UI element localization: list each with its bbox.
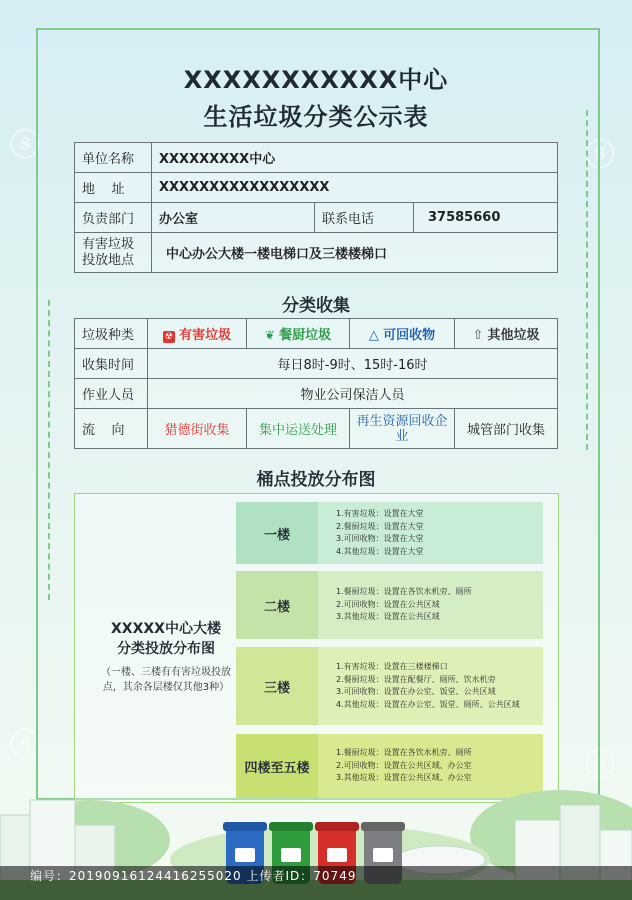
floor-name: 三楼 <box>236 647 318 725</box>
list-item: 1.餐厨垃圾：设置在各饮水机旁、厕所 <box>336 587 472 597</box>
other-icon: ⇧ <box>472 328 484 343</box>
page-title-line1: XXXXXXXXXXX中心 <box>183 66 449 94</box>
staff-label: 作业人员 <box>75 379 148 409</box>
recycle-icon: △ <box>368 328 379 343</box>
type-other <box>455 319 558 349</box>
time-label: 收集时间 <box>75 349 148 379</box>
decor-dash <box>586 110 588 450</box>
list-item: 4.其他垃圾：设置在大堂 <box>336 546 424 556</box>
type-kitchen <box>247 319 350 349</box>
dept-label: 负责部门 <box>75 203 152 233</box>
floor-3 <box>236 647 543 725</box>
floor-name: 二楼 <box>236 571 318 639</box>
footer-text: 编号：20190916124416255020 上传者ID：70749 <box>30 869 357 883</box>
list-item: 1.有害垃圾：设置在三楼楼梯口 <box>336 662 448 671</box>
phone-label: 联系电话 <box>315 203 414 233</box>
unit-value: XXXXXXXXX中心 <box>152 143 558 173</box>
list-item: 3.可回收物：设置在办公室、饭堂、公共区域 <box>336 687 496 696</box>
type-recycle <box>350 319 455 349</box>
page-title-line2: 生活垃圾分类公示表 <box>203 103 429 131</box>
flow-recycle: 再生资源回收企业 <box>350 409 455 449</box>
watermark: ⓢ <box>585 748 615 783</box>
type-other-label: 其他垃圾 <box>487 328 540 343</box>
type-recycle-label: 可回收物 <box>383 328 436 343</box>
flow-label: 流 向 <box>75 409 148 449</box>
hazard-site-label <box>75 233 152 273</box>
floor-items <box>336 647 520 725</box>
list-item: 2.餐厨垃圾：设置在大堂 <box>336 521 424 531</box>
floor-name: 四楼至五楼 <box>236 734 318 798</box>
floor-1 <box>236 502 543 564</box>
address-label: 地 址 <box>75 173 152 203</box>
collect-table <box>74 318 558 449</box>
type-label: 垃圾种类 <box>75 319 148 349</box>
address-value: XXXXXXXXXXXXXXXXX <box>152 173 558 203</box>
dept-value: 办公室 <box>152 203 315 233</box>
hazard-site-label-2: 投放地点 <box>82 252 135 268</box>
type-hazard-label: 有害垃圾 <box>179 328 232 343</box>
building-caption <box>95 619 237 695</box>
floor-items <box>336 502 424 564</box>
type-hazard <box>148 319 247 349</box>
building-title-2: 分类投放分布图 <box>117 641 215 657</box>
floor-name: 一楼 <box>236 502 318 564</box>
building-title-1: XXXXX中心大楼 <box>111 621 221 637</box>
type-kitchen-label: 餐厨垃圾 <box>279 328 332 343</box>
decor-dash <box>48 300 50 600</box>
watermark: ⓢ <box>10 728 40 763</box>
time-value: 每日8时-9时、15时-16时 <box>148 349 558 379</box>
list-item: 3.可回收物：设置在大堂 <box>336 534 424 543</box>
footer-bar <box>0 866 632 900</box>
hazard-icon: ☢ <box>164 332 173 342</box>
phone-value: 37585660 <box>414 203 558 233</box>
hazard-site-label-1: 有害垃圾 <box>82 236 135 252</box>
list-item: 3.其他垃圾：设置在公共区域、办公室 <box>336 773 472 783</box>
flow-hazard: 猎德街收集 <box>148 409 247 449</box>
flow-other: 城管部门收集 <box>455 409 558 449</box>
list-item: 1.有害垃圾：设置在大堂 <box>336 509 424 518</box>
staff-value: 物业公司保洁人员 <box>148 379 558 409</box>
list-item: 1.餐厨垃圾：设置在各饮水机旁、厕所 <box>336 748 472 758</box>
basic-info-table <box>74 142 558 273</box>
hazard-site-value: 中心办公大楼一楼电梯口及三楼楼梯口 <box>152 233 558 273</box>
watermark: ⓢ <box>10 128 40 163</box>
building-note: （一楼、三楼有有害垃圾投放点，其余各层楼仅其他3种） <box>101 667 231 693</box>
list-item: 2.可回收物：设置在公共区域 <box>336 599 440 609</box>
unit-label: 单位名称 <box>75 143 152 173</box>
list-item: 2.餐厨垃圾：设置在配餐厅、厕所、饮水机旁 <box>336 674 496 684</box>
flow-kitchen: 集中运送处理 <box>247 409 350 449</box>
list-item: 3.其他垃圾：设置在公共区域 <box>336 612 440 622</box>
kitchen-icon: ❦ <box>264 328 275 342</box>
collect-section-title: 分类收集 <box>282 296 350 316</box>
floor-2 <box>236 571 543 639</box>
watermark: ⓢ <box>585 138 615 173</box>
list-item: 4.其他垃圾：设置在办公室、饭堂、厕所、公共区域 <box>336 699 520 709</box>
floor-items <box>336 571 472 639</box>
list-item: 2.可回收物：设置在公共区域、办公室 <box>336 760 472 770</box>
map-section-title: 桶点投放分布图 <box>256 470 376 490</box>
